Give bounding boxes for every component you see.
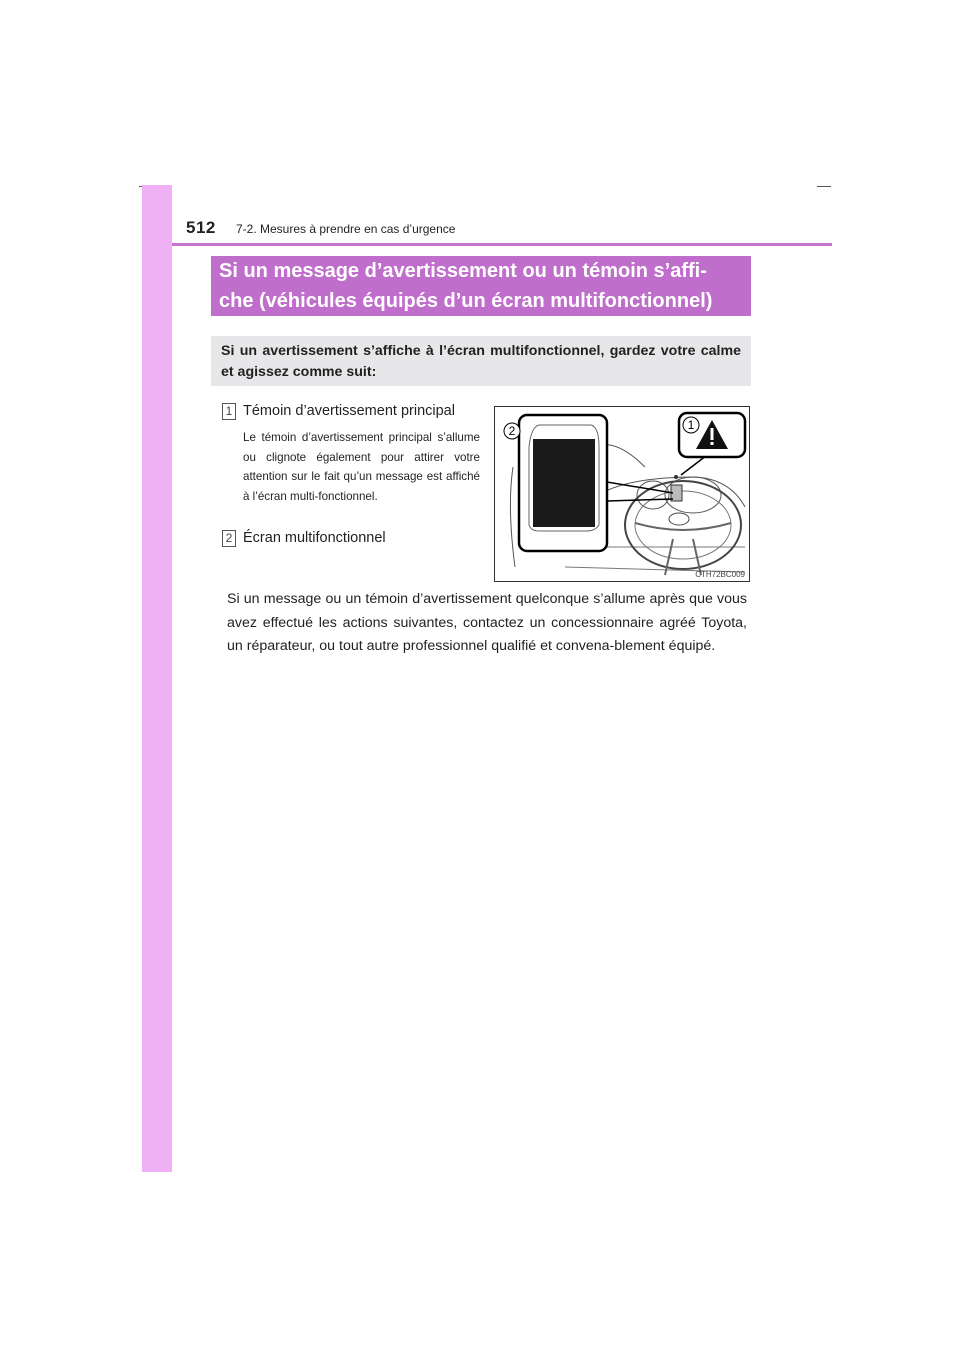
item-title-2: Écran multifonctionnel: [243, 530, 386, 546]
body-paragraph: Si un message ou un témoin d’avertissement quelconque s’allume après que vous avez effectué les actions suivantes, contactez un concessionnaire agréé Toyota, un réparateur, ou tout autre professionnel qualifié et convena-blement équipé.: [227, 591, 747, 654]
callout-1: 1: [687, 418, 695, 432]
figure-code: CTH72BC009: [695, 570, 745, 579]
crop-mark: [817, 186, 831, 187]
item-number-1: 1: [222, 403, 236, 420]
dashboard-drawing: [495, 407, 749, 581]
intro-box: [211, 336, 751, 386]
section-header: 7-2. Mesures à prendre en cas d’urgence: [236, 222, 456, 236]
crop-mark: [139, 186, 142, 187]
instrument-panel-illustration: [494, 406, 750, 582]
item-title-1: Témoin d’avertissement principal: [243, 403, 455, 419]
page-number: 512: [186, 218, 216, 237]
section-title: Si un message d’avertissement ou un témoin s’affi- che (véhicules équipés d’un écran multifonctionnel): [211, 256, 751, 316]
header-rule: [172, 243, 832, 246]
page-sidebar-tab: [142, 185, 172, 1172]
callout-2: 2: [508, 424, 516, 438]
item-description-1: Le témoin d’avertissement principal s’allume ou clignote également pour attirer votre attention sur le fait qu’un message est affiché à l’écran multi-fonctionnel.: [243, 431, 480, 503]
intro-text: Si un avertissement s’affiche à l’écran multifonctionnel, gardez votre calme et agissez comme suit:: [221, 343, 741, 380]
item-number-2: 2: [222, 530, 236, 547]
